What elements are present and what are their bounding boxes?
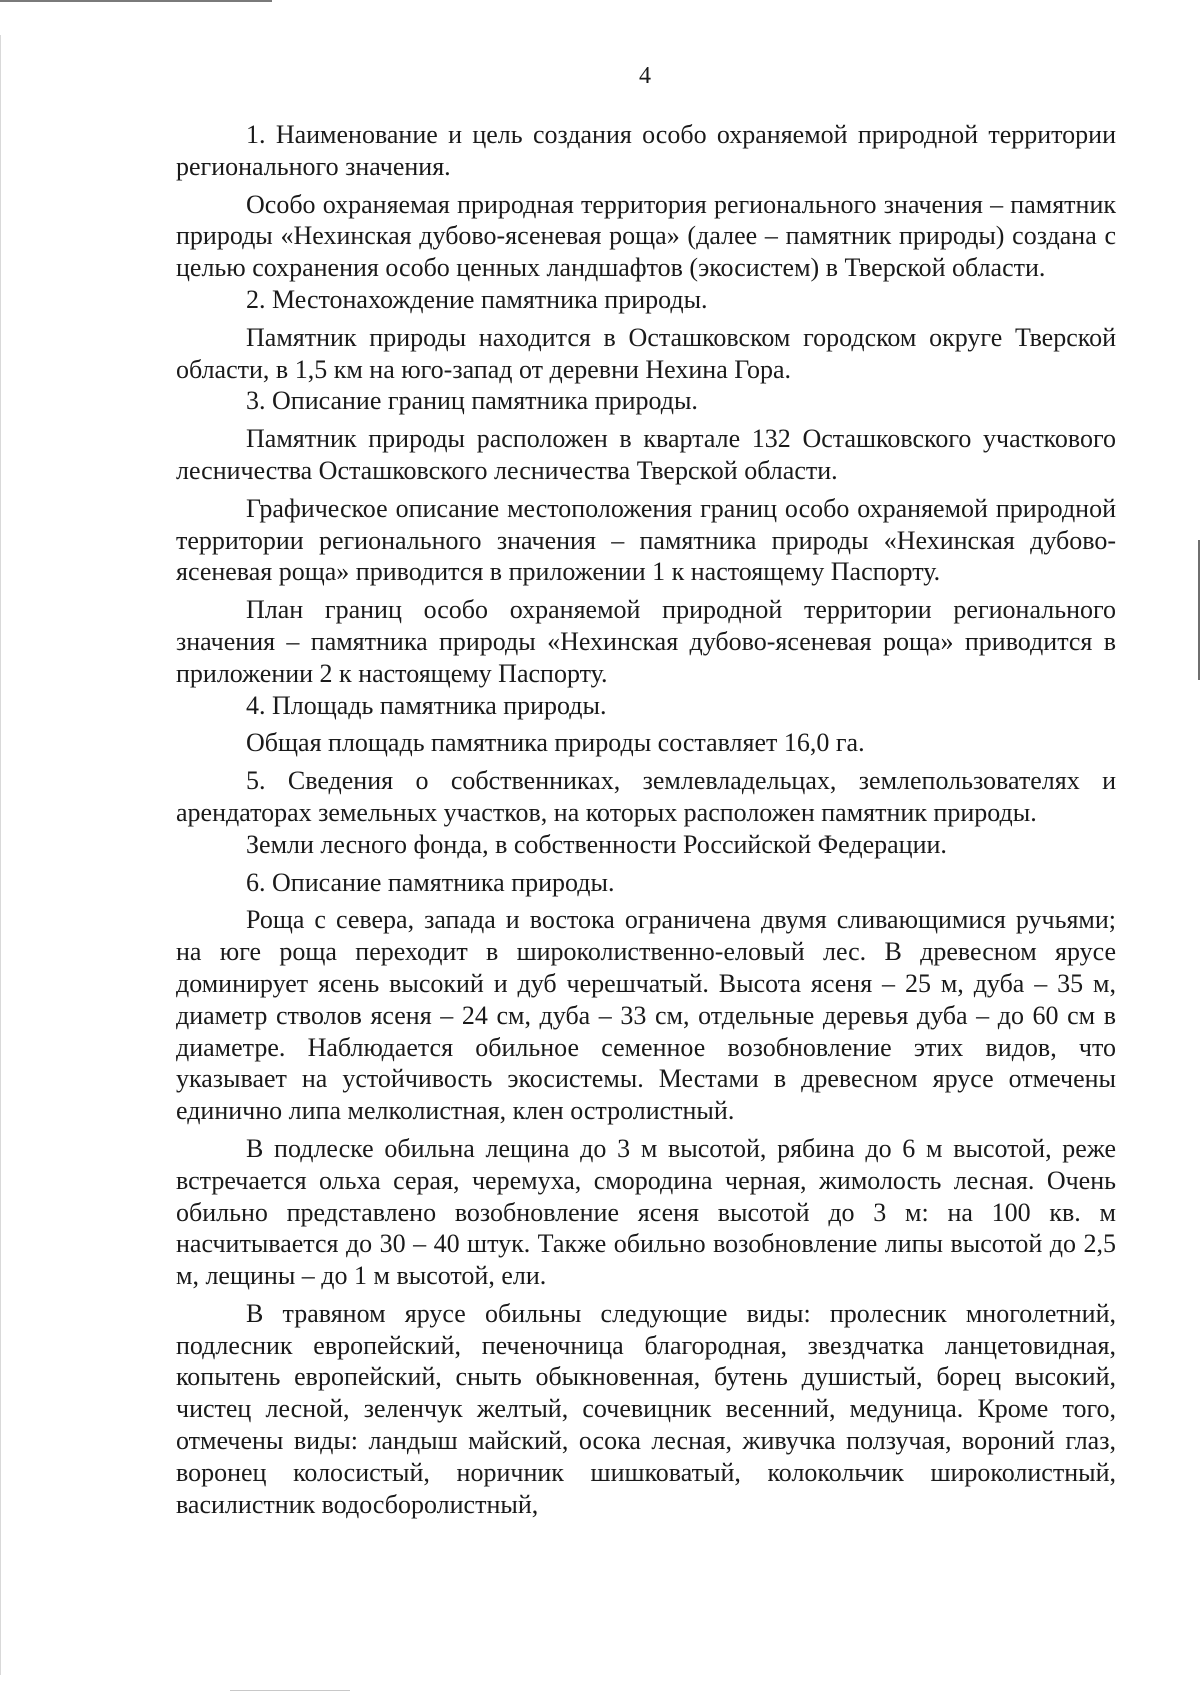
- section-heading-2: 2. Местонахождение памятника природы.: [246, 284, 708, 314]
- body-paragraph: План границ особо охраняемой природной территории регионального значения – памятника природы «Нехинская дубово-ясеневая роща» приводится в приложении 2 к настоящему Паспорту.: [176, 595, 1116, 688]
- section-heading-5: 5. Сведения о собственниках, землевладельцах, землепользователях и арендаторах земельных участков, на которых расположен памятник природы.: [176, 766, 1116, 827]
- body-paragraph: Памятник природы находится в Осташковском городском округе Тверской области, в 1,5 км на юго-запад от деревни Нехина Гора.: [176, 322, 1116, 384]
- section-heading-3: 3. Описание границ памятника природы.: [246, 386, 698, 416]
- section-heading-6: 6. Описание памятника природы.: [246, 867, 615, 897]
- scan-edge-bottom: [230, 1690, 350, 1691]
- body-paragraph: Общая площадь памятника природы составляет 16,0 га.: [246, 728, 865, 758]
- page-number: 4: [639, 63, 651, 89]
- body-paragraph: Роща с севера, запада и востока ограничена двумя сливающимися ручьями; на юге роща переходит в широколиственно-еловый лес. В древесном ярусе доминирует ясень высокий и дуб черешчатый. Высота ясеня – 25 м, дуба – 35 м, диаметр стволов ясеня – 24 см, дуба – 33 см, отдельные деревья дуба – до 60 см в диаметре. Наблюдается обильное семенное возобновление этих видов, что указывает на устойчивость экосистемы. Местами в древесном ярусе отмечены единично липа мелколистная, клен остролистный.: [176, 905, 1116, 1126]
- body-paragraph: В травяном ярусе обильны следующие виды: пролесник многолетний, подлесник европейский, печеночница благородная, звездчатка ланцетовидная, копытень европейский, сныть обыкновенная, бутень душистый, борец высокий, чистец лесной, зеленчук желтый, сочевицник весенний, медуница. Кроме того, отмечены виды: ландыш майский, осока лесная, живучка ползучая, вороний глаз, воронец колосистый, норичник шишковатый, колокольчик широколистный, василистник водосборолистный,: [176, 1298, 1116, 1519]
- body-paragraph: Земли лесного фонда, в собственности Российской Федерации.: [246, 829, 947, 859]
- body-paragraph: Графическое описание местоположения границ особо охраняемой природной территории регионального значения – памятника природы «Нехинская дубово-ясеневая роща» приводится в приложении 1 к настоящему Паспорту.: [176, 493, 1116, 587]
- document-body: [176, 119, 1116, 1520]
- section-heading-1: 1. Наименование и цель создания особо охраняемой природной территории регионального значения.: [176, 120, 1116, 181]
- scan-edge-top: [0, 0, 272, 2]
- body-paragraph: Памятник природы расположен в квартале 132 Осташковского участкового лесничества Осташковского лесничества Тверской области.: [176, 424, 1116, 485]
- section-heading-4: 4. Площадь памятника природы.: [246, 690, 607, 720]
- scan-edge-left: [0, 35, 1, 1675]
- body-paragraph: В подлеске обильна лещина до 3 м высотой, рябина до 6 м высотой, реже встречается ольха серая, черемуха, смородина черная, жимолость лесная. Очень обильно представлено возобновление ясеня высотой до 3 м: на 100 кв. м насчитывается до 30 – 40 штук. Также обильно возобновление липы высотой до 2,5 м, лещины – до 1 м высотой, ели.: [176, 1133, 1116, 1291]
- body-paragraph: Особо охраняемая природная территория регионального значения – памятник природы «Нехинская дубово-ясеневая роща» (далее – памятник природы) создана с целью сохранения особо ценных ландшафтов (экосистем) в Тверской области.: [176, 189, 1116, 283]
